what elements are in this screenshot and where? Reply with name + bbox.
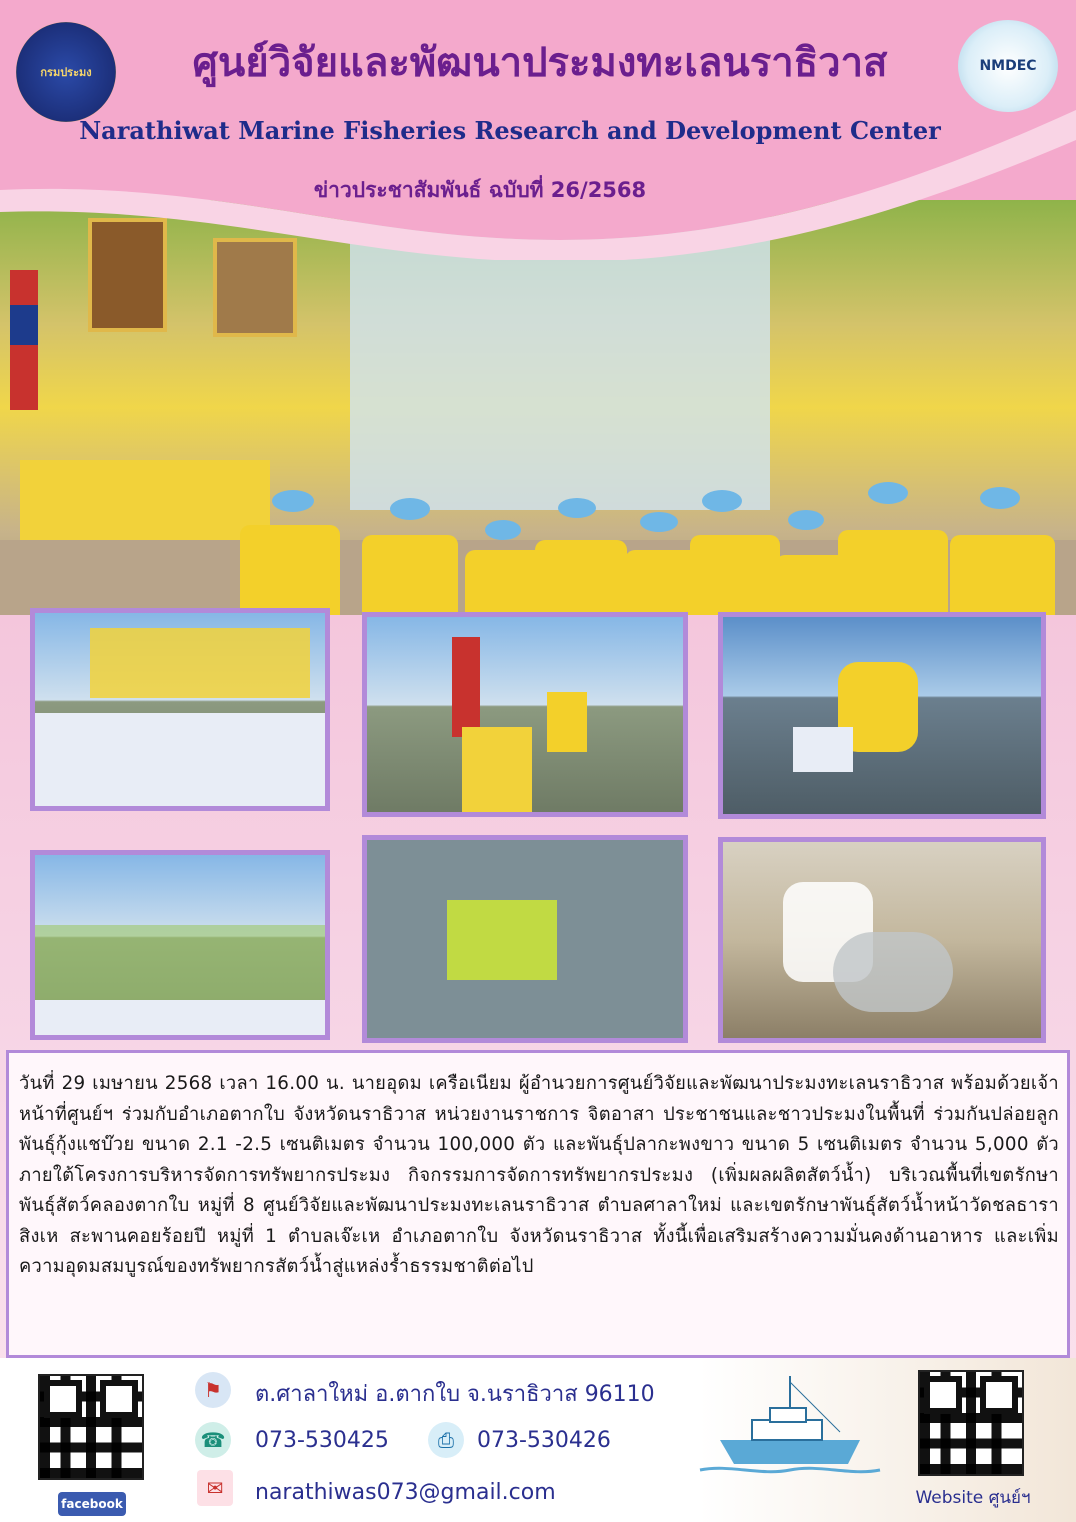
phone-number[interactable]: 073-530425: [255, 1428, 389, 1453]
logo-right-text: NMDEC: [979, 58, 1037, 74]
email-address[interactable]: narathiwas073@gmail.com: [255, 1480, 556, 1505]
fax-icon: ⎙: [428, 1422, 464, 1458]
facebook-badge[interactable]: facebook: [58, 1492, 126, 1516]
article-body: วันที่ 29 เมษายน 2568 เวลา 16.00 น. นายอุดม เครือเนียม ผู้อำนวยการศูนย์วิจัยและพัฒนาประมงทะเลนราธิวาส พร้อมด้วยเจ้าหน้าที่ศูนย์ฯ ร่วมกับอำเภอตากใบ จังหวัดนราธิวาส หน่วยงานราชการ จิตอาสา ประชาชนและชาวประมงในพื้นที่ ร่วมกันปล่อยลูกพันธุ์กุ้งแชบ๊วย ขนาด 2.1 -2.5 เซนติเมตร จำนวน 100,000 ตัว และพันธุ์ปลากะพงขาว ขนาด 5 เซนติเมตร จำนวน 5,000 ตัว ภายใต้โครงการบริหารจัดการทรัพยากรประมง กิจกรรมการจัดการทรัพยากรประมง (เพิ่มผลผลิตสัตว์น้ำ) บริเวณพื้นที่เขตรักษาพันธุ์สัตว์คลองตากใบ หมู่ที่ 8 ศูนย์วิจัยและพัฒนาประมงทะเลนราธิวาส ตำบลศาลาใหม่ และเขตรักษาพันธุ์สัตว์น้ำหน้าวัดชลธาราสิงเห สะพานคอยร้อยปี หมู่ที่ 1 ตำบลเจ๊ะเห อำเภอตากใบ จังหวัดนราธิวาส ทั้งนี้เพื่อเสริมสร้างความมั่นคงด้านอาหาร และเพิ่มความอุดมสมบูรณ์ของทรัพยากรสัตว์น้ำสู่แหล่งร้ำธรรมชาติต่อไป: [6, 1050, 1070, 1358]
photo-releasing-shrimp: [718, 612, 1046, 819]
facebook-qr-code[interactable]: [38, 1374, 144, 1480]
page-title-thai: ศูนย์วิจัยและพัฒนาประมงทะเลนราธิวาส: [192, 40, 888, 86]
photo-pouring-fish: [718, 837, 1046, 1043]
fishing-boat-illustration: [690, 1372, 890, 1482]
center-logo: [958, 20, 1058, 112]
department-of-fisheries-logo: [16, 22, 116, 122]
phone-icon: ☎: [195, 1422, 231, 1458]
photo-group-with-buckets: [30, 850, 330, 1040]
photo-group-with-bags: [30, 608, 330, 811]
hero-scene: [0, 200, 1076, 615]
website-label[interactable]: Website ศูนย์ฯ: [915, 1488, 1031, 1508]
hero-photo: [0, 200, 1076, 615]
email-icon: ✉: [197, 1470, 233, 1506]
logo-left-text: กรมประมง: [40, 66, 92, 79]
address-text: ต.ศาลาใหม่ อ.ตากใบ จ.นราธิวาส 96110: [255, 1382, 655, 1407]
issue-number: ข่าวประชาสัมพันธ์ ฉบับที่ 26/2568: [313, 178, 647, 202]
page-title-english: Narathiwat Marine Fisheries Research and Development Center: [79, 116, 941, 145]
fax-number[interactable]: 073-530426: [477, 1428, 611, 1453]
location-pin-icon: ⚑: [195, 1372, 231, 1408]
website-qr-code[interactable]: [918, 1370, 1024, 1476]
photo-releasing-from-steps: [362, 835, 688, 1043]
photo-shrine-ceremony: [362, 612, 688, 817]
